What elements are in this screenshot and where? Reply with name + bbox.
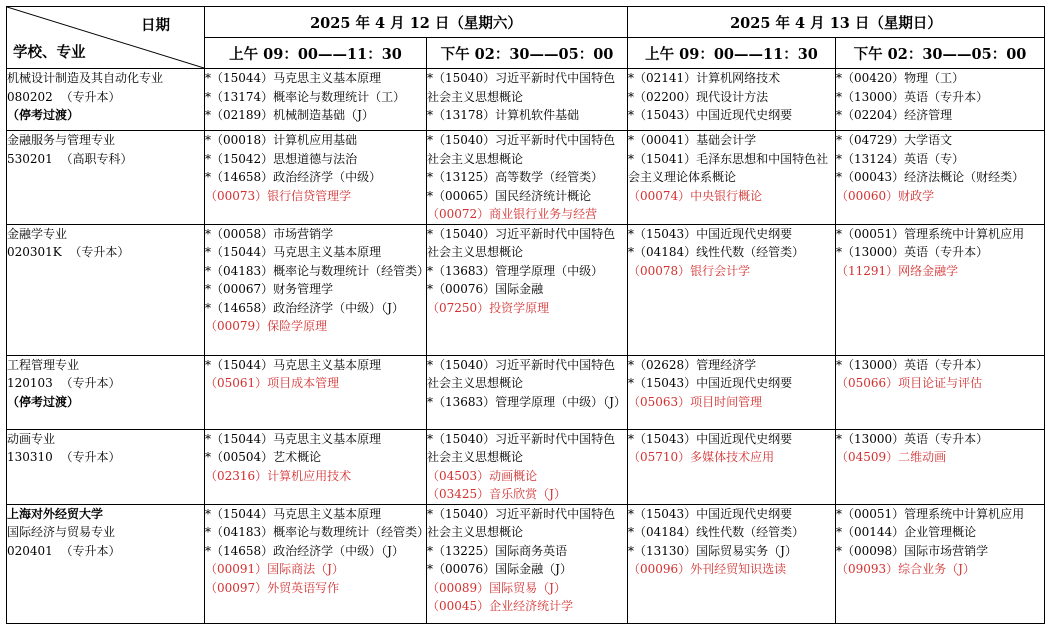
major-cell <box>7 224 205 355</box>
course-item: *（00076）国际金融 <box>427 282 544 296</box>
corner-school-label: 学校、专业 <box>13 44 86 61</box>
course-item-practical: （04503）动画概论 <box>427 468 538 483</box>
course-item: *（15044）马克思主义基本原理 <box>205 357 382 372</box>
major-line: 上海对外经贸大学 <box>7 506 104 521</box>
major-line: （停考过渡） <box>7 394 80 409</box>
course-item: *（04184）线性代数（经管类） <box>628 245 805 259</box>
course-item-practical: （00045）企业经济统计学 <box>427 599 574 613</box>
course-item: *（15042）思想道德与法治 <box>205 151 358 166</box>
course-item: *（13683）管理学原理（中级）（J） <box>427 394 626 409</box>
exam-slot-cell <box>628 69 836 131</box>
course-item: *（15040）习近平新时代中国特色社会主义思想概论 <box>427 506 616 539</box>
course-item: *（13000）英语（专升本） <box>836 357 989 372</box>
course-item-practical: （07250）投资学原理 <box>427 300 550 315</box>
course-item: *（15044）马克思主义基本原理 <box>205 245 382 259</box>
course-item-practical: （00096）外刊经贸知识选读 <box>628 562 787 576</box>
major-line: 080202 （专升本） <box>7 89 121 104</box>
course-item: *（14658）政治经济学（中级）（J） <box>205 300 404 315</box>
course-item: *（15043）中国近现代史纲要 <box>628 431 793 446</box>
course-item: *（15044）马克思主义基本原理 <box>205 506 382 521</box>
course-item-practical: （00060）财政学 <box>836 188 935 203</box>
exam-slot-cell <box>427 131 628 225</box>
course-item: *（14658）政治经济学（中级）（J） <box>205 543 404 558</box>
course-item: *（00098）国际市场营销学 <box>836 543 989 558</box>
table-row <box>7 355 1045 429</box>
exam-slot-cell <box>205 131 427 225</box>
slot-header-2: 下午 02：30——05：00 <box>427 38 628 69</box>
major-line: 530201 （高职专科） <box>7 151 133 166</box>
major-line: 机械设计制造及其自动化专业 <box>7 71 164 85</box>
course-item: *（15043）中国近现代史纲要 <box>628 376 793 390</box>
exam-slot-cell <box>628 504 836 623</box>
course-item: *（04184）线性代数（经管类） <box>628 525 805 539</box>
course-item: *（00051）管理系统中计算机应用 <box>836 226 1025 241</box>
slot-header-4: 下午 02：30——05：00 <box>836 38 1045 69</box>
major-cell <box>7 69 205 131</box>
major-line: 120103 （专升本） <box>7 376 121 390</box>
exam-slot-cell <box>427 504 628 623</box>
exam-slot-cell <box>836 224 1045 355</box>
course-item-practical: （11291）网络金融学 <box>836 263 959 278</box>
course-item: *（00058）市场营销学 <box>205 226 334 241</box>
course-item-practical: （00089）国际贸易（J） <box>427 580 566 595</box>
course-item: *（02189）机械制造基础（J） <box>205 108 374 122</box>
exam-slot-cell <box>205 504 430 623</box>
course-item-practical: （09093）综合业务（J） <box>836 562 975 576</box>
major-cell <box>7 355 205 429</box>
day-header-1: 2025 年 4 月 12 日（星期六） <box>205 7 628 38</box>
slot-header-3: 上午 09：00——11：30 <box>628 38 836 69</box>
course-item: *（13178）计算机软件基础 <box>427 108 580 122</box>
exam-slot-cell <box>427 355 628 429</box>
major-line: 国际经济与贸易专业 <box>7 525 116 539</box>
major-line: 020401 （专升本） <box>7 543 121 558</box>
major-line: 金融服务与管理专业 <box>7 133 116 147</box>
course-item: *（15043）中国近现代史纲要 <box>628 506 793 521</box>
exam-slot-cell <box>836 429 1045 504</box>
course-item-practical: （00079）保险学原理 <box>205 319 328 333</box>
exam-slot-cell <box>205 429 427 504</box>
course-item: *（00041）基础会计学 <box>628 133 757 147</box>
major-line: 130310 （专升本） <box>7 450 121 464</box>
course-item: *（00144）企业管理概论 <box>836 525 977 539</box>
course-item: *（02628）管理经济学 <box>628 357 757 372</box>
exam-slot-cell <box>628 131 836 225</box>
major-cell <box>7 429 205 504</box>
course-item: *（04183）概率论与数理统计（经管类） <box>205 263 430 278</box>
course-item-practical: （05061）项目成本管理 <box>205 376 340 390</box>
exam-slot-cell <box>427 69 628 131</box>
major-line: 020301K （专升本） <box>7 245 130 259</box>
course-item-practical: （00073）银行信贷管理学 <box>205 188 352 203</box>
course-item: *（13000）英语（专升本） <box>836 431 989 446</box>
course-item: *（15041）毛泽东思想和中国特色社会主义理论体系概论 <box>628 151 829 184</box>
table-row <box>7 131 1045 225</box>
course-item-practical: （05063）项目时间管理 <box>628 394 763 409</box>
exam-slot-cell <box>628 429 836 504</box>
major-cell <box>7 131 205 225</box>
course-item: *（00043）经济法概论（财经类） <box>836 170 1025 184</box>
exam-slot-cell <box>205 69 427 131</box>
course-item-practical: （05066）项目论证与评估 <box>836 376 983 390</box>
course-item: *（00504）艺术概论 <box>205 450 322 464</box>
exam-slot-cell <box>205 224 430 355</box>
table-row <box>7 224 1045 355</box>
course-item: *（15044）马克思主义基本原理 <box>205 71 382 85</box>
course-item: *（15040）习近平新时代中国特色社会主义思想概论 <box>427 133 616 166</box>
exam-slot-cell <box>427 224 628 355</box>
course-item: *（00051）管理系统中计算机应用 <box>836 506 1025 521</box>
exam-slot-cell <box>836 131 1045 225</box>
course-item: *（13683）管理学原理（中级） <box>427 263 604 278</box>
exam-slot-cell <box>628 355 836 429</box>
course-item-practical: （00078）银行会计学 <box>628 263 751 278</box>
course-item-practical: （00074）中央银行概论 <box>628 188 763 203</box>
course-item: *（14658）政治经济学（中级） <box>205 170 382 184</box>
course-item: *（13000）英语（专升本） <box>836 245 989 259</box>
corner-date-label: 日期 <box>141 17 170 34</box>
course-item-practical: （00091）国际商法（J） <box>205 562 344 576</box>
course-item: *（00420）物理（工） <box>836 71 965 85</box>
exam-slot-cell <box>836 69 1045 131</box>
course-item-practical: （03425）音乐欣赏（J） <box>427 487 566 501</box>
course-item: *（02200）现代设计方法 <box>628 89 769 104</box>
exam-schedule-table <box>6 6 1045 624</box>
course-item: *（13125）高等数学（经管类） <box>427 170 604 184</box>
course-item: *（00018）计算机应用基础 <box>205 133 358 147</box>
course-item-practical: （02316）计算机应用技术 <box>205 468 352 483</box>
course-item: *（00067）财务管理学 <box>205 282 334 296</box>
course-item: *（00065）国民经济统计概论 <box>427 188 592 203</box>
major-line: 动画专业 <box>7 431 56 446</box>
exam-slot-cell <box>205 355 427 429</box>
major-cell <box>7 504 205 623</box>
course-item: *（15040）习近平新时代中国特色社会主义思想概论 <box>427 431 616 464</box>
course-item: *（02141）计算机网络技术 <box>628 71 781 85</box>
day-header-2: 2025 年 4 月 13 日（星期日） <box>628 7 1045 38</box>
major-line: 工程管理专业 <box>7 357 80 372</box>
course-item: *（04729）大学语文 <box>836 133 953 147</box>
course-item: *（04183）概率论与数理统计（经管类） <box>205 525 430 539</box>
course-item: *（15044）马克思主义基本原理 <box>205 431 382 446</box>
course-item-practical: （04509）二维动画 <box>836 450 947 464</box>
table-row <box>7 429 1045 504</box>
exam-slot-cell <box>628 224 836 355</box>
corner-header <box>7 7 205 69</box>
table-row <box>7 69 1045 131</box>
course-item-practical: （00097）外贸英语写作 <box>205 580 340 595</box>
exam-slot-cell <box>427 429 628 504</box>
course-item-practical: （05710）多媒体技术应用 <box>628 450 775 464</box>
course-item: *（15040）习近平新时代中国特色社会主义思想概论 <box>427 357 616 390</box>
course-item: *（13124）英语（专） <box>836 151 965 166</box>
course-item: *（13225）国际商务英语 <box>427 543 568 558</box>
course-item: *（13130）国际贸易实务（J） <box>628 543 797 558</box>
course-item: *（02204）经济管理 <box>836 108 953 122</box>
course-item: *（15040）习近平新时代中国特色社会主义思想概论 <box>427 71 616 104</box>
major-line: 金融学专业 <box>7 226 68 241</box>
major-line: （停考过渡） <box>7 108 80 122</box>
course-item: *（15043）中国近现代史纲要 <box>628 108 793 122</box>
course-item: *（13000）英语（专升本） <box>836 89 989 104</box>
course-item: *（15040）习近平新时代中国特色社会主义思想概论 <box>427 226 616 259</box>
course-item: *（15043）中国近现代史纲要 <box>628 226 793 241</box>
table-row <box>7 504 1045 623</box>
course-item: *（00076）国际金融（J） <box>427 562 572 576</box>
slot-header-1: 上午 09：00——11：30 <box>205 38 427 69</box>
exam-slot-cell <box>836 504 1045 623</box>
exam-slot-cell <box>836 355 1045 429</box>
course-item-practical: （00072）商业银行业务与经营 <box>427 207 598 221</box>
course-item: *（13174）概率论与数理统计（工） <box>205 89 406 104</box>
schedule-body <box>7 69 1045 624</box>
